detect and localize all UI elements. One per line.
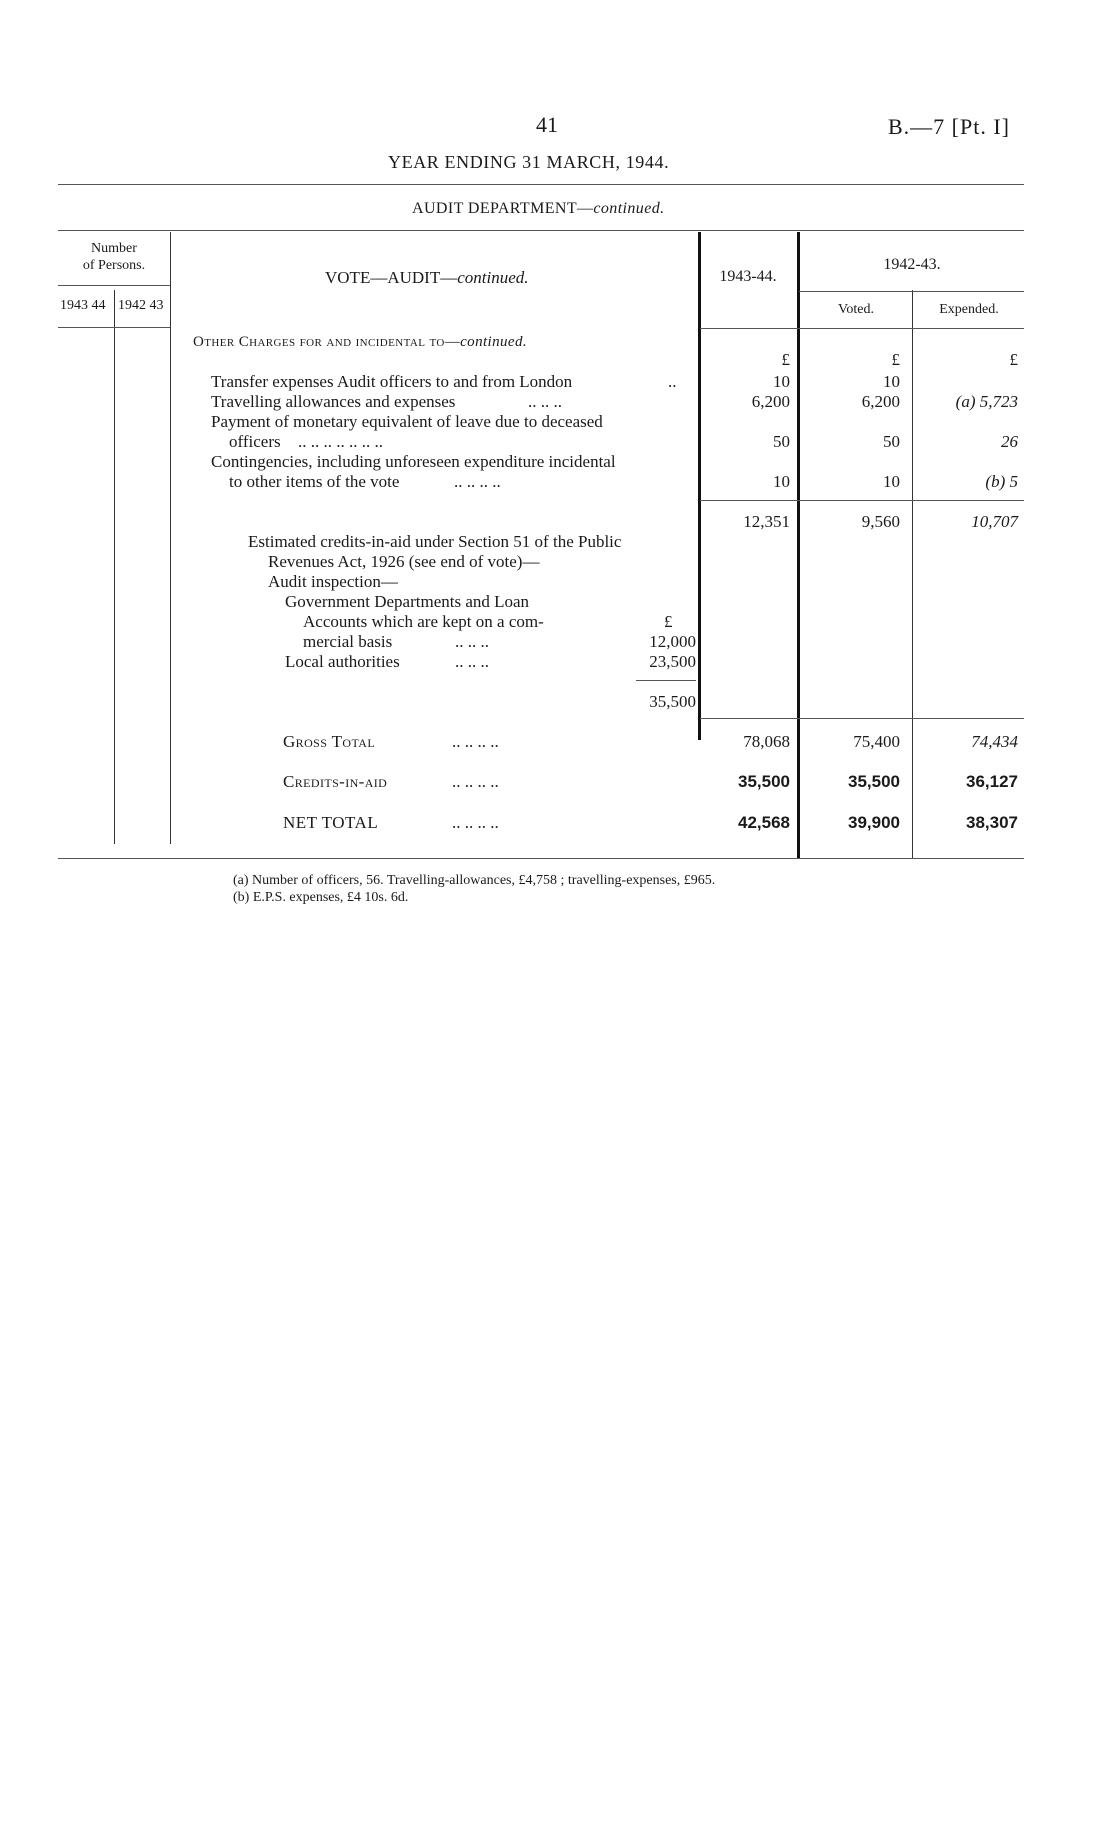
row-label-continued: to other items of the vote bbox=[229, 472, 400, 491]
credits-line-4: Government Departments and Loan bbox=[285, 592, 530, 611]
persons-head-rule bbox=[58, 285, 170, 286]
row-label-continued: officers bbox=[229, 432, 281, 451]
vote-title-continued: continued. bbox=[457, 268, 529, 287]
credits-line-3: Audit inspection— bbox=[268, 572, 398, 591]
row-label: Transfer expenses Audit officers to and from London bbox=[211, 372, 573, 391]
totals-dots: .. .. .. .. bbox=[452, 772, 499, 791]
subtotal-1944: 12,351 bbox=[743, 512, 790, 531]
row-value-1944: 50 bbox=[773, 432, 790, 451]
row-value-1944: 6,200 bbox=[751, 392, 790, 411]
gross-total-expended: 74,434 bbox=[971, 732, 1018, 751]
persons-year-divider bbox=[114, 290, 115, 844]
gross-total-voted: 75,400 bbox=[853, 732, 900, 751]
currency-voted: £ bbox=[891, 350, 900, 369]
row-label: Payment of monetary equivalent of leave due to deceased bbox=[211, 412, 603, 431]
subtotal-rule bbox=[700, 500, 1024, 501]
currency-1944: £ bbox=[781, 350, 790, 369]
credits-amount-2: 23,500 bbox=[649, 652, 696, 671]
footnote-marker-b: (b) bbox=[985, 472, 1006, 491]
subtotal-expended: 10,707 bbox=[971, 512, 1018, 531]
persons-header bbox=[60, 240, 168, 274]
row-label: Contingencies, including unforeseen expenditure incidental bbox=[211, 452, 616, 471]
currency-expended: £ bbox=[1009, 350, 1018, 369]
credits-in-aid-voted: 35,500 bbox=[848, 772, 900, 791]
department-name: AUDIT DEPARTMENT— bbox=[412, 200, 594, 217]
credits-line-7: Local authorities bbox=[285, 652, 400, 671]
row-dots: .. .. .. .. .. .. .. bbox=[298, 432, 383, 451]
row-value-voted: 6,200 bbox=[861, 392, 900, 411]
table-top-rule bbox=[58, 230, 1024, 231]
department-continued: continued. bbox=[593, 200, 665, 217]
col-1942-divider bbox=[797, 232, 800, 858]
net-total-expended: 38,307 bbox=[966, 813, 1018, 832]
row-value-expended bbox=[914, 472, 1018, 492]
row-dots: .. bbox=[668, 372, 677, 391]
persons-sub-rule bbox=[58, 327, 170, 328]
credits-dots: .. .. .. bbox=[455, 652, 489, 671]
credits-line-1: Estimated credits-in-aid under Section 51 of the Public bbox=[248, 532, 622, 551]
credits-line-2: Revenues Act, 1926 (see end of vote)— bbox=[268, 552, 540, 571]
section-title-continued: continued. bbox=[460, 334, 528, 350]
row-value-expended bbox=[914, 392, 1018, 412]
row-value-expended: 26 bbox=[1001, 432, 1018, 451]
credits-pound: £ bbox=[664, 612, 673, 631]
row-value-voted: 10 bbox=[883, 472, 900, 491]
net-total-label: NET TOTAL bbox=[283, 813, 379, 832]
persons-divider bbox=[170, 232, 171, 844]
row-dots: .. .. .. bbox=[528, 392, 562, 411]
document-reference: B.—7 [Pt. I] bbox=[888, 114, 1010, 139]
credits-line-6: mercial basis bbox=[303, 632, 393, 651]
gross-total-label: Gross Total bbox=[283, 732, 376, 751]
row-value-1944: 10 bbox=[773, 472, 790, 491]
vote-title bbox=[325, 268, 529, 288]
expended-divider bbox=[912, 290, 913, 858]
persons-year-b: 1942 43 bbox=[118, 298, 164, 313]
credits-in-aid-label: Credits-in-aid bbox=[283, 772, 388, 791]
year-head-rule bbox=[799, 291, 1024, 292]
header-rule bbox=[58, 184, 1024, 185]
credits-line-5: Accounts which are kept on a com- bbox=[303, 612, 544, 631]
year-title: YEAR ENDING 31 MARCH, 1944. bbox=[388, 152, 670, 172]
col-voted-header: Voted. bbox=[838, 302, 874, 317]
credits-in-aid-1944: 35,500 bbox=[738, 772, 790, 791]
totals-dots: .. .. .. .. bbox=[452, 813, 499, 832]
row-value-voted: 10 bbox=[883, 372, 900, 391]
page-number: 41 bbox=[536, 112, 558, 137]
footnote-a: (a) Number of officers, 56. Travelling-allowances, £4,758 ; travelling-expenses, £965. bbox=[233, 873, 716, 888]
col-1943-44-header: 1943-44. bbox=[719, 268, 777, 285]
footnote-b: (b) E.P.S. expenses, £4 10s. 6d. bbox=[233, 890, 409, 905]
section-title bbox=[193, 334, 527, 351]
credits-total: 35,500 bbox=[649, 692, 696, 711]
persons-label-1: Number bbox=[91, 241, 137, 256]
row-expended-amount: 5,723 bbox=[979, 392, 1018, 411]
row-value-1944: 10 bbox=[773, 372, 790, 391]
section-title-text: Other Charges for and incidental to— bbox=[193, 334, 461, 350]
table-bottom-rule bbox=[58, 858, 1024, 859]
row-dots: .. .. .. .. bbox=[454, 472, 501, 491]
row-value-voted: 50 bbox=[883, 432, 900, 451]
credits-in-aid-expended: 36,127 bbox=[966, 772, 1018, 791]
credits-total-rule bbox=[636, 680, 696, 681]
net-total-1944: 42,568 bbox=[738, 813, 790, 832]
row-expended-amount: 5 bbox=[1009, 472, 1018, 491]
totals-dots: .. .. .. .. bbox=[452, 732, 499, 751]
footnote-marker-a: (a) bbox=[955, 392, 976, 411]
col-1942-43-header: 1942-43. bbox=[883, 256, 941, 273]
persons-label-2: of Persons. bbox=[82, 258, 146, 273]
department-title bbox=[412, 200, 665, 218]
row-label: Travelling allowances and expenses bbox=[211, 392, 456, 411]
credits-dots: .. .. .. bbox=[455, 632, 489, 651]
subtotal-voted: 9,560 bbox=[861, 512, 900, 531]
persons-year-a: 1943 44 bbox=[60, 298, 106, 313]
column-head-rule bbox=[700, 328, 1024, 329]
col-expended-header: Expended. bbox=[939, 302, 999, 317]
net-total-voted: 39,900 bbox=[848, 813, 900, 832]
gross-total-1944: 78,068 bbox=[743, 732, 790, 751]
totals-rule bbox=[700, 718, 1024, 719]
credits-amount-1: 12,000 bbox=[649, 632, 696, 651]
vote-title-text: VOTE—AUDIT— bbox=[325, 268, 458, 287]
